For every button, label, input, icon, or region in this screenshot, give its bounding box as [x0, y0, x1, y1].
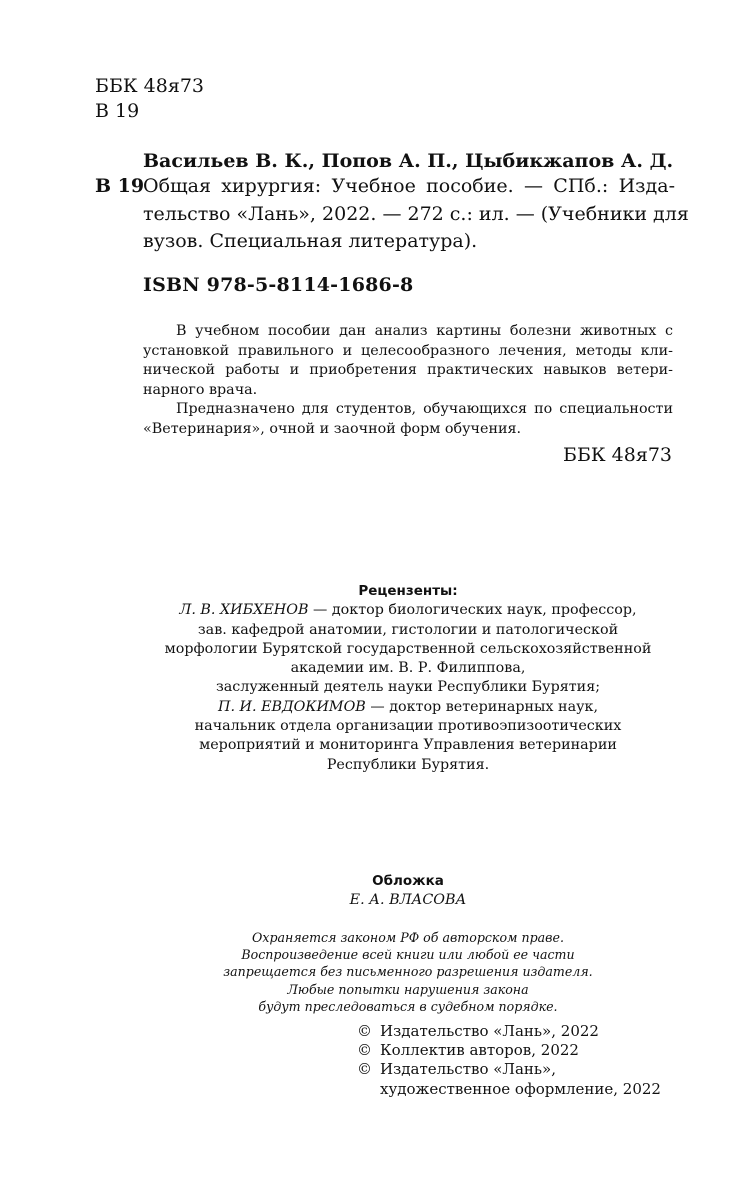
copyright-icon: ©	[357, 1041, 372, 1060]
reviewer-1-name: Л. В. ХИБХЕНОВ	[179, 602, 309, 619]
bibliographic-description	[143, 173, 689, 256]
description-line: тельство «Лань», 2022. — 272 с.: ил. — (Учебники для	[143, 202, 689, 225]
copyright-text: Издательство «Лань», 2022	[380, 1022, 599, 1040]
copyright-notice	[143, 929, 673, 1015]
abstract	[143, 322, 673, 439]
reviewer-line: морфологии Бурятской государственной сельскохозяйственной	[164, 640, 652, 657]
abstract-line: В учебном пособии дан анализ картины болезни животных с	[176, 323, 673, 339]
copyright-text: Коллектив авторов, 2022	[380, 1041, 579, 1060]
legal-line: Любые попытки нарушения закона	[287, 981, 529, 997]
reviewer-line: академии им. В. Р. Филиппова,	[290, 660, 526, 677]
cover-artist: Е. А. ВЛАСОВА	[349, 892, 467, 908]
copyright-text-continued: художественное оформление, 2022	[380, 1079, 661, 1098]
bbk-index-right: ББК 48я73	[562, 444, 672, 466]
reviewers-heading: Рецензенты:	[358, 583, 458, 599]
copyright-icon: ©	[357, 1060, 372, 1079]
reviewer-line: начальник отдела организации противоэпизоотических	[194, 718, 622, 735]
legal-line: будут преследоваться в судебном порядке.	[258, 998, 558, 1014]
copyright-row	[357, 1060, 661, 1079]
bbk-index: ББК 48я73	[95, 75, 205, 97]
authors: Васильев В. К., Попов А. П., Цыбикжапов А. Д.	[143, 150, 674, 172]
legal-line: запрещается без письменного разрешения издателя.	[223, 964, 593, 980]
legal-line: Воспроизведение всей книги или любой ее части	[241, 947, 575, 963]
abstract-line: нарного врача.	[143, 381, 258, 398]
abstract-line: «Ветеринария», очной и заочной форм обучения.	[143, 420, 522, 437]
cover-credit	[143, 872, 673, 910]
copyright-text: Издательство «Лань»,	[380, 1060, 557, 1079]
reviewer-line: Республики Бурятия.	[326, 756, 490, 773]
entry-code: В 19	[95, 175, 145, 197]
copyright-icon: ©	[357, 1022, 372, 1040]
reviewer-1-title: — доктор биологических наук, профессор,	[308, 602, 637, 619]
copyright-row	[357, 1022, 661, 1041]
abstract-line: установкой правильного и целесообразного лечения, методы кли-	[143, 342, 673, 359]
copyright-row	[357, 1041, 661, 1060]
legal-line: Охраняется законом РФ об авторском праве.	[252, 930, 564, 945]
abstract-line: Предназначено для студентов, обучающихся по специальности	[176, 401, 673, 417]
cover-heading: Обложка	[372, 873, 444, 889]
author-mark: В 19	[95, 100, 140, 122]
reviewer-2-first-line	[143, 698, 673, 717]
reviewer-line: мероприятий и мониторинга Управления ветеринарии	[199, 737, 617, 754]
reviewer-1-first-line	[143, 601, 673, 620]
description-line: вузов. Специальная литература).	[143, 230, 478, 252]
reviewer-line: зав. кафедрой анатомии, гистологии и патологической	[197, 621, 619, 638]
bbk-classification-block	[95, 74, 204, 124]
reviewer-2-name: П. И. ЕВДОКИМОВ	[218, 698, 366, 715]
reviewer-line: заслуженный деятель науки Республики Бурятия;	[215, 679, 601, 696]
description-line: Общая хирургия: Учебное пособие. — СПб.: Изда-	[143, 175, 675, 197]
isbn: ISBN 978-5-8114-1686-8	[143, 274, 414, 296]
copyright-lines	[357, 1022, 661, 1099]
abstract-line: нической работы и приобретения практических навыков ветери-	[143, 362, 673, 378]
reviewers-block	[143, 582, 673, 775]
reviewer-2-title: — доктор ветеринарных наук,	[365, 698, 598, 715]
